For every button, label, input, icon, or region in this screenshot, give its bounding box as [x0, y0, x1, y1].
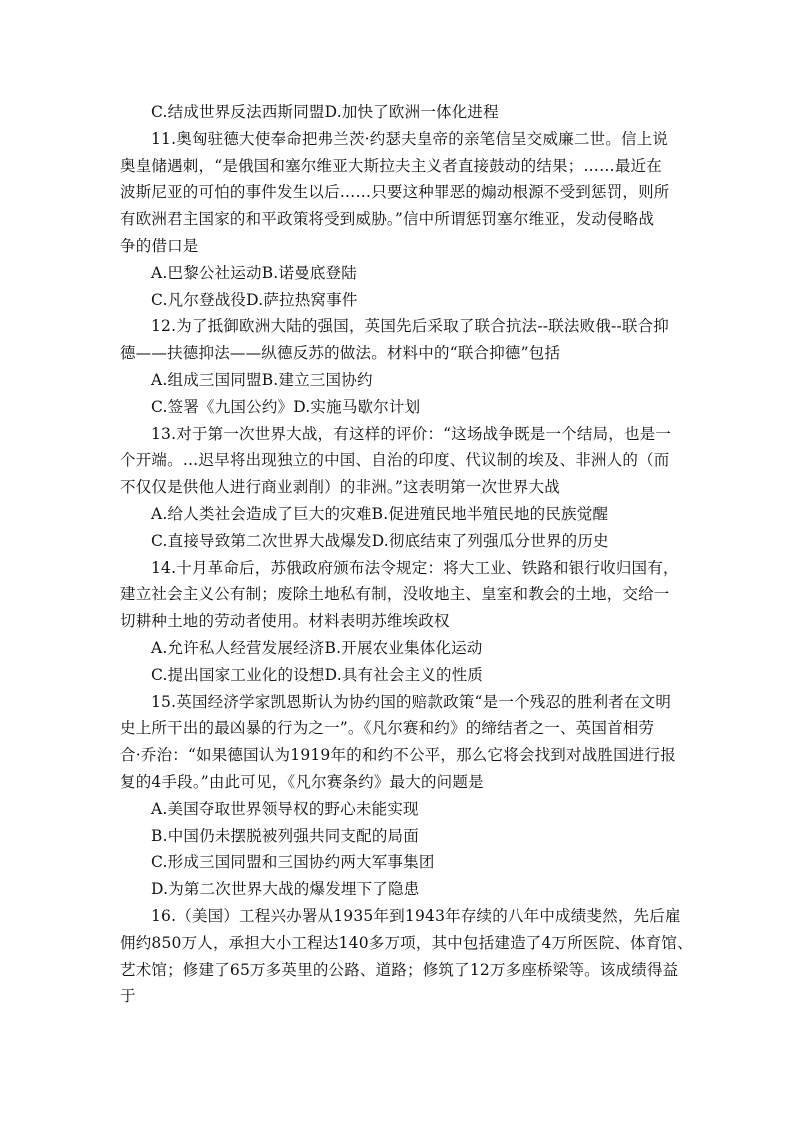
question-13-line: 13.对于第一次世界大战，有这样的评价：“这场战争既是一个结局，也是一: [151, 424, 672, 443]
option-line: C.直接导致第二次世界大战爆发D.彻底结束了列强瓜分世界的历史: [151, 531, 609, 550]
option-line: A.组成三国同盟B.建立三国协约: [151, 370, 373, 389]
option-line: A.给人类社会造成了巨大的灾难B.促进殖民地半殖民地的民族觉醒: [151, 504, 609, 523]
text-line: 于: [120, 987, 136, 1006]
option-line: A.美国夺取世界领导权的野心未能实现: [151, 799, 419, 818]
text-line: 艺术馆；修建了65万多英里的公路、道路；修筑了12万多座桥梁等。该成绩得益: [120, 960, 679, 979]
option-line: C.签署《九国公约》D.实施马歇尔计划: [151, 397, 421, 416]
question-11-line: 11.奥匈驻德大使奉命把弗兰茨·约瑟夫皇帝的亲笔信呈交威廉二世。信上说: [151, 129, 669, 148]
option-line: A.允许私人经营发展经济B.开展农业集体化运动: [151, 638, 483, 657]
text-line: 奥皇储遇刺，“是俄国和塞尔维亚大斯拉夫主义者直接鼓动的结果；……最近在: [120, 156, 662, 175]
question-15-line: 15.英国经济学家凯恩斯认为协约国的赔款政策“是一个残忍的胜利者在文明: [151, 692, 672, 711]
text-line: 有欧洲君主国家的和平政策将受到威胁。”信中所谓惩罚塞尔维亚，发动侵略战: [120, 210, 655, 229]
text-line: 波斯尼亚的可怕的事件发生以后……只要这种罪恶的煽动根源不受到惩罚，则所: [120, 183, 670, 202]
option-line: C.提出国家工业化的设想D.具有社会主义的性质: [151, 665, 484, 684]
text-line: 合·乔治：“如果德国认为1919年的和约不公平，那么它将会找到对战胜国进行报: [120, 746, 676, 765]
text-line: 德——扶德抑法——纵德反苏的做法。材料中的“联合抑德”包括: [120, 344, 561, 363]
text-line: 复的4手段。”由此可见，《凡尔赛条约》最大的问题是: [120, 772, 484, 791]
text-line: 史上所干出的最凶暴的行为之一”。《凡尔赛和约》的缔结者之一、英国首相劳: [120, 719, 655, 738]
option-line: C.形成三国同盟和三国协约两大军事集团: [151, 853, 435, 872]
text-line: 不仅仅是供他人进行商业剥削）的非洲。”这表明第一次世界大战: [120, 478, 560, 497]
text-line: 建立社会主义公有制；废除土地私有制，没收地主、皇室和教会的土地，交给一: [120, 585, 670, 604]
text-line: 争的借口是: [120, 236, 199, 255]
option-line: C.结成世界反法西斯同盟D.加快了欧洲一体化进程: [151, 103, 499, 121]
question-14-line: 14.十月革命后，苏俄政府颁布法令规定：将大工业、铁路和银行收归国有，: [151, 558, 679, 577]
text-line: 切耕种土地的劳动者使用。材料表明苏维埃政权: [120, 612, 450, 631]
question-16-line: 16.（美国）工程兴办署从1935年到1943年存续的八年中成绩斐然，先后雇: [151, 906, 681, 925]
text-line: 佣约850万人，承担大小工程达140多万项，其中包括建造了4万所医院、体育馆、: [120, 933, 693, 952]
text-line: 个开端。…迟早将出现独立的中国、自治的印度、代议制的埃及、非洲人的（而: [120, 451, 670, 470]
option-line: B.中国仍未摆脱被列强共同支配的局面: [151, 826, 419, 845]
document-body: [120, 99, 693, 1010]
option-line: A.巴黎公社运动B.诺曼底登陆: [151, 263, 357, 282]
option-line: C.凡尔登战役D.萨拉热窝事件: [151, 290, 358, 309]
option-line: D.为第二次世界大战的爆发埋下了隐患: [151, 880, 420, 899]
question-12-line: 12.为了抵御欧洲大陆的强国，英国先后采取了联合抗法--联法败俄--联合抑: [151, 317, 670, 336]
